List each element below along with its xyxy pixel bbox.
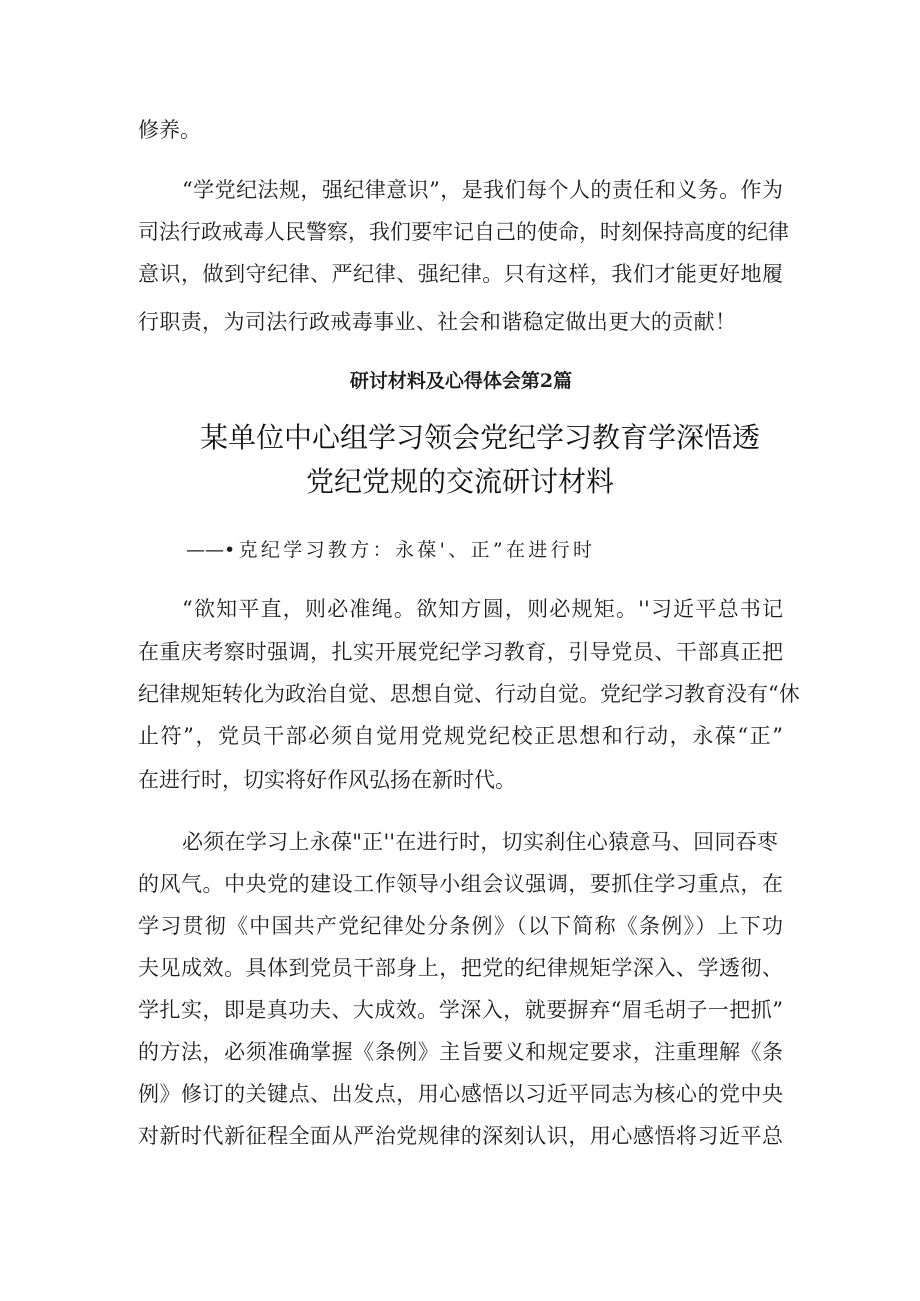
text-line: “学党纪法规，强纪律意识”，是我们每个人的责任和义务。作为 xyxy=(182,178,783,202)
text-line: 的方法，必须准确掌握《条例》主旨要义和规定要求，注重理解《条 xyxy=(138,1040,783,1064)
text-line: “欲知平直，则必准绳。欲知方圆，则必规矩。''习近平总书记 xyxy=(182,597,783,621)
text-line: 在进行时，切实将好作风弘扬在新时代。 xyxy=(138,768,516,792)
text-line: 学扎实，即是真功夫、大成效。学深入，就要摒弃“眉毛胡子一把抓” xyxy=(138,998,783,1022)
title-line: 党纪党规的交流研讨材料 xyxy=(305,465,614,498)
text-line: 夫见成效。具体到党员干部身上，把党的纪律规矩学深入、学透彻、 xyxy=(138,956,783,980)
text-line: 对新时代新征程全面从严治党规律的深刻认识，用心感悟将习近平总 xyxy=(138,1124,783,1148)
text-line: 的风气。中央党的建设工作领导小组会议强调，要抓住学习重点，在 xyxy=(138,872,783,896)
text-line: 司法行政戒毒人民警察，我们要牢记自己的使命，时刻保持高度的纪律 xyxy=(138,220,789,244)
text-line: 学习贯彻《中国共产党纪律处分条例》（以下简称《条例》）上下功 xyxy=(138,914,783,938)
text-line: 在重庆考察时强调，扎实开展党纪学习教育，引导党员、干部真正把 xyxy=(138,640,783,664)
text-line: 纪律规矩转化为政治自觉、思想自觉、行动自觉。党纪学习教育没有“休 xyxy=(138,682,800,706)
document-subtitle: ——•克纪学习教方：永葆'、正”在进行时 xyxy=(186,539,592,561)
text-line: 行职责，为司法行政戒毒事业、社会和谐稳定做出更大的贡献！ xyxy=(138,310,736,334)
text-line: 修养。 xyxy=(138,118,201,142)
title-line: 某单位中心组学习领会党纪学习教育学深悟透 xyxy=(200,421,761,454)
text-line: 必须在学习上永葆"正''在进行时，切实刹住心猿意马、回同吞枣 xyxy=(182,830,778,854)
text-line: 例》修订的关键点、出发点，用心感悟以习近平同志为核心的党中央 xyxy=(138,1082,783,1106)
section-heading: 研讨材料及心得体会第2篇 xyxy=(349,370,573,392)
text-line: 止符”，党员干部必须自觉用党规党纪校正思想和行动，永葆“正” xyxy=(138,724,783,748)
text-line: 意识，做到守纪律、严纪律、强纪律。只有这样，我们才能更好地履 xyxy=(138,262,783,286)
